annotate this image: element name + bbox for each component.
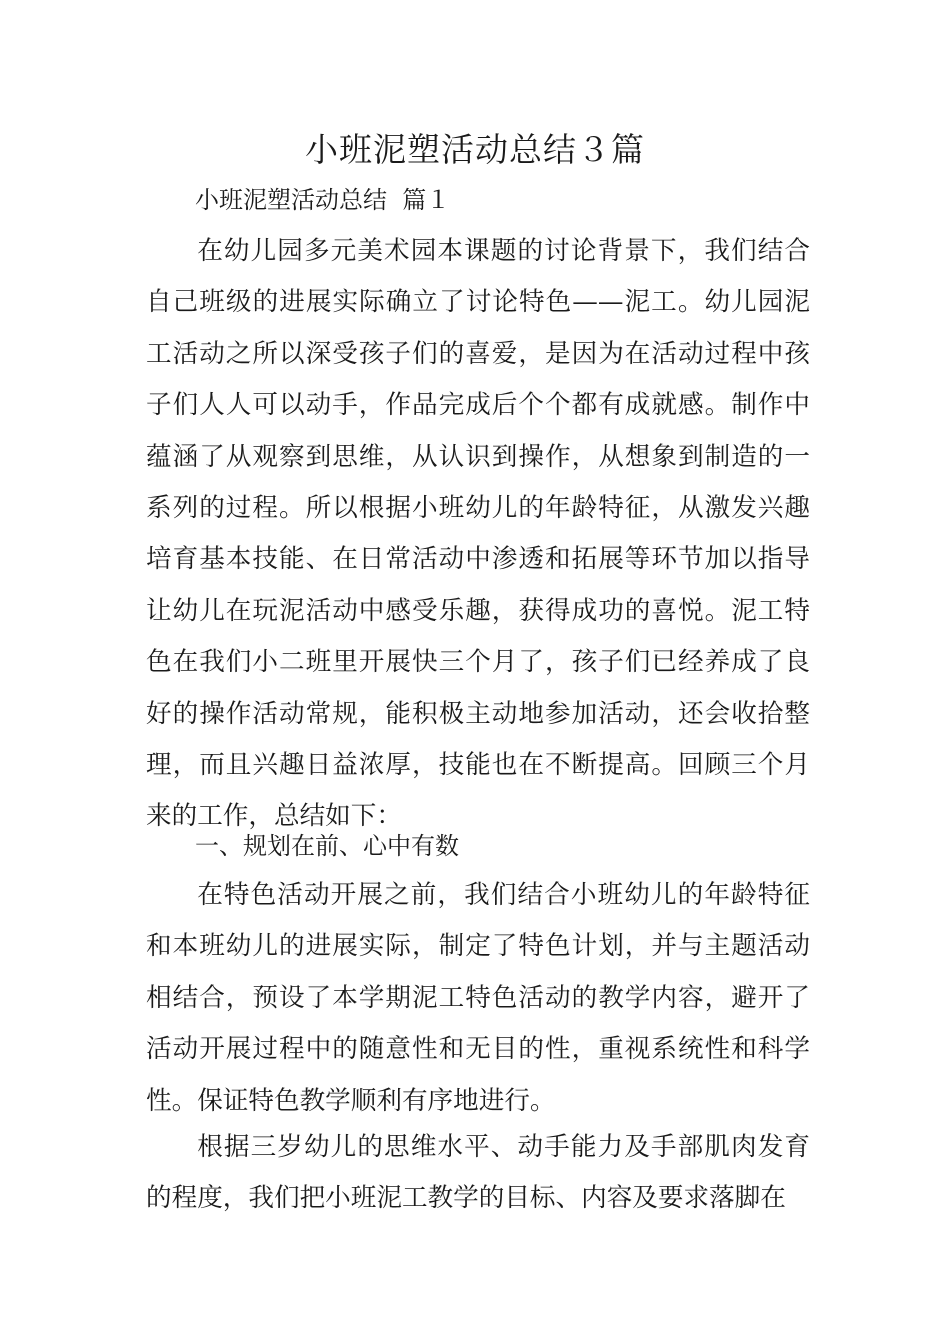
- section-heading: 一、规划在前、心中有数: [195, 832, 459, 860]
- paragraph-2: 在特色活动开展之前，我们结合小班幼儿的年龄特征和本班幼儿的进展实际，制定了特色计划，并与主题活动相结合，预设了本学期泥工特色活动的教学内容，避开了活动开展过程中的随意性和无目的性，重视系统性和科学性。保证特色教学顺利有序地进行。: [146, 880, 810, 1116]
- document-title: 小班泥塑活动总结３篇: [305, 130, 645, 169]
- paragraph-3: 根据三岁幼儿的思维水平、动手能力及手部肌肉发育的程度，我们把小班泥工教学的目标、内容及要求落脚在: [146, 1132, 810, 1214]
- paragraph-1: 在幼儿园多元美术园本课题的讨论背景下，我们结合自己班级的进展实际确立了讨论特色——泥工。幼儿园泥工活动之所以深受孩子们的喜爱，是因为在活动过程中孩子们人人可以动手，作品完成后个个都有成就感。制作中蕴涵了从观察到思维，从认识到操作，从想象到制造的一系列的过程。所以根据小班幼儿的年龄特征，从激发兴趣培育基本技能、在日常活动中渗透和拓展等环节加以指导让幼儿在玩泥活动中感受乐趣，获得成功的喜悦。泥工特色在我们小二班里开展快三个月了，孩子们已经养成了良好的操作活动常规，能积极主动地参加活动，还会收拾整理，而且兴趣日益浓厚，技能也在不断提高。回顾三个月来的工作，总结如下：: [146, 236, 810, 832]
- document-subtitle: 小班泥塑活动总结 篇１: [195, 186, 451, 214]
